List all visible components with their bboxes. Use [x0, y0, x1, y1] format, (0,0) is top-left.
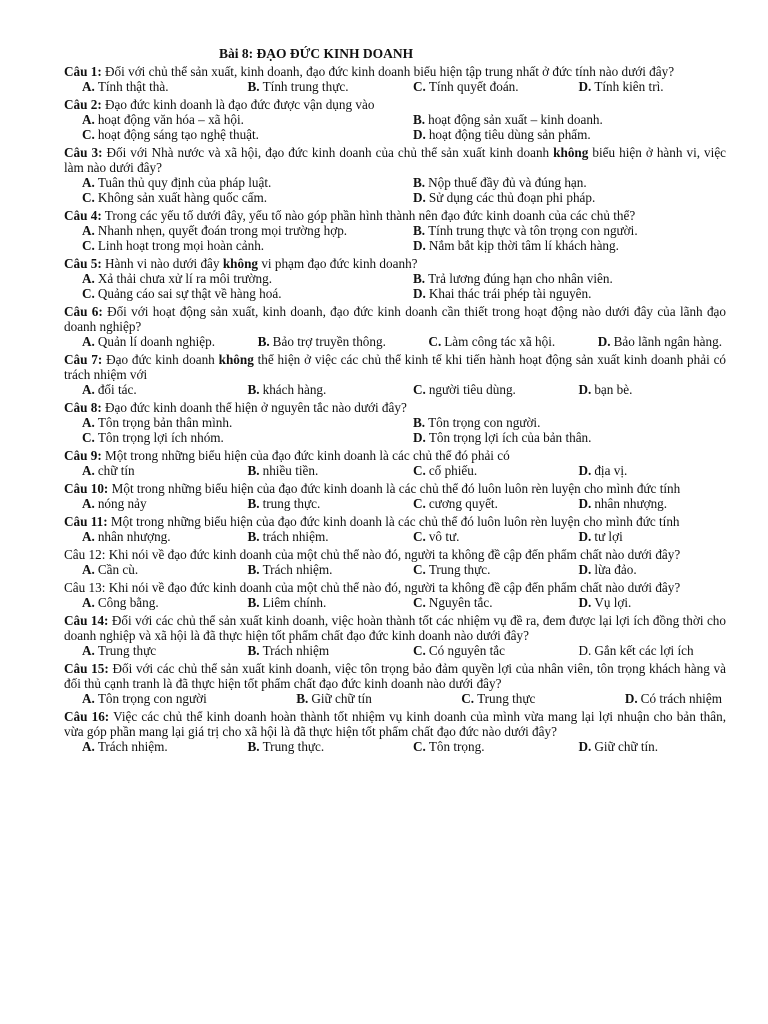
emphasis-keyword: không	[222, 256, 259, 271]
option-letter: A.	[82, 175, 95, 190]
answer-option-a	[64, 415, 395, 430]
option-letter: D.	[578, 562, 592, 577]
answer-option-c	[428, 334, 555, 349]
question-number: Câu 12:	[64, 547, 106, 562]
option-text: chữ tín	[97, 463, 135, 478]
answer-option-d	[561, 382, 727, 397]
answer-option-d	[395, 238, 726, 253]
answer-option-d	[561, 496, 727, 511]
answer-option-c	[395, 739, 561, 754]
question-number: Câu 11:	[64, 514, 108, 529]
answer-option-a	[64, 595, 230, 610]
option-text: hoạt động văn hóa – xã hội.	[97, 112, 244, 127]
option-text: Trung thực.	[428, 562, 491, 577]
question-text: Đối với chủ thể sản xuất, kinh doanh, đạo đức kinh doanh biểu hiện tập trung nhất ở đức tính nào dưới đây?	[105, 64, 675, 79]
option-letter: C.	[461, 691, 475, 706]
option-letter: A.	[82, 415, 95, 430]
option-letter: B.	[247, 562, 260, 577]
question-13	[64, 580, 726, 610]
option-text: Trung thực.	[262, 739, 325, 754]
option-text: Tính trung thực.	[262, 79, 349, 94]
option-text: Nguyên tắc.	[428, 595, 493, 610]
question-3	[64, 145, 726, 205]
option-letter: C.	[82, 127, 95, 142]
question-number: Câu 15:	[64, 661, 109, 676]
option-text: trách nhiệm.	[262, 529, 329, 544]
answer-options	[64, 496, 726, 511]
question-stem	[64, 256, 726, 271]
answer-option-d	[625, 691, 722, 706]
answer-option-c	[395, 562, 561, 577]
answer-option-a	[82, 334, 215, 349]
answer-option-d	[395, 430, 726, 445]
question-stem	[64, 64, 726, 79]
answer-option-b	[395, 415, 726, 430]
question-number: Câu 9:	[64, 448, 102, 463]
question-number: Câu 4:	[64, 208, 102, 223]
option-text: Tôn trọng lợi ích của bản thân.	[428, 430, 592, 445]
option-text: Trách nhiệm.	[97, 739, 168, 754]
question-list	[64, 64, 726, 754]
option-text: Bảo trợ truyền thông.	[272, 334, 386, 349]
answer-option-d	[561, 643, 727, 658]
option-text: Tính quyết đoán.	[428, 79, 519, 94]
option-letter: D.	[413, 127, 426, 142]
option-text: tư lợi	[594, 529, 623, 544]
question-text: Đạo đức kinh doanh là đạo đức được vận dụng vào	[105, 97, 375, 112]
option-text: Trả lương đúng hạn cho nhân viên.	[428, 271, 613, 286]
question-number: Câu 6:	[64, 304, 103, 319]
option-text: Linh hoạt trong mọi hoàn cảnh.	[97, 238, 265, 253]
question-stem	[64, 97, 726, 112]
answer-option-d	[395, 286, 726, 301]
option-letter: A.	[82, 496, 95, 511]
answer-option-a	[64, 529, 230, 544]
question-6	[64, 304, 726, 349]
question-text: Một trong những biểu hiện của đạo đức kinh doanh là các chủ thể đó phải có	[105, 448, 510, 463]
answer-option-d	[561, 562, 727, 577]
option-letter: D.	[578, 79, 592, 94]
question-stem	[64, 208, 726, 223]
question-text: Đối với Nhà nước và xã hội, đạo đức kinh doanh của chủ thể sản xuất kinh doanh	[106, 145, 554, 160]
question-text: Khi nói về đạo đức kinh doanh của một chủ thể nào đó, người ta không đề cập đến phẩm chất nào dưới đây?	[108, 547, 681, 562]
answer-option-d	[561, 739, 727, 754]
option-text: Khai thác trái phép tài nguyên.	[428, 286, 592, 301]
answer-option-a	[64, 112, 395, 127]
question-number: Câu 5:	[64, 256, 102, 271]
option-text: cương quyết.	[428, 496, 498, 511]
answer-option-c	[64, 190, 395, 205]
option-letter: A.	[82, 643, 95, 658]
option-text: Bảo lãnh ngân hàng.	[613, 334, 722, 349]
option-text: Trách nhiệm	[262, 643, 330, 658]
option-text: Có trách nhiệm	[640, 691, 722, 706]
option-text: Trung thực	[97, 643, 157, 658]
answer-option-c	[64, 430, 395, 445]
option-letter: D.	[578, 496, 592, 511]
option-letter: A.	[82, 463, 95, 478]
question-text: Một trong những biểu hiện của đạo đức kinh doanh là các chủ thể đó luôn luôn rèn luyện cho mình đức tính	[110, 514, 680, 529]
answer-option-b	[230, 643, 396, 658]
answer-option-c	[64, 127, 395, 142]
question-1	[64, 64, 726, 94]
option-letter: A.	[82, 562, 95, 577]
answer-option-d	[395, 127, 726, 142]
question-text: Đạo đức kinh doanh thể hiện ở nguyên tắc nào dưới đây?	[105, 400, 407, 415]
option-text: Tôn trọng lợi ích nhóm.	[97, 430, 224, 445]
option-letter: C.	[413, 382, 426, 397]
option-letter: B.	[247, 496, 260, 511]
option-letter: B.	[413, 271, 426, 286]
answer-option-d	[561, 529, 727, 544]
question-7	[64, 352, 726, 397]
option-text: nhân nhượng.	[97, 529, 171, 544]
option-letter: B.	[413, 175, 426, 190]
question-text: biểu hiện ở hành vi, việc làm nào dưới đây?	[64, 145, 727, 175]
option-text: hoạt động sản xuất – kinh doanh.	[428, 112, 603, 127]
answer-option-a	[64, 271, 395, 286]
option-text: lừa đảo.	[594, 562, 637, 577]
answer-option-d	[561, 463, 727, 478]
option-text: Tính kiên trì.	[594, 79, 664, 94]
option-letter: D.	[413, 238, 426, 253]
answer-option-b	[258, 334, 386, 349]
option-text: Không sản xuất hàng quốc cấm.	[97, 190, 268, 205]
question-text: Đối với các chủ thể sản xuất kinh doanh, việc tôn trọng bảo đảm quyền lợi của nhân viên, tôn trọng khách hàng và đối thủ cạnh tranh là đã thực hiện tốt phẩm chất đạo đức kinh doanh nào dưới đây?	[64, 661, 726, 691]
question-4	[64, 208, 726, 253]
option-text: Giữ chữ tín.	[594, 739, 659, 754]
answer-option-b	[230, 382, 396, 397]
answer-options	[64, 595, 726, 610]
document-page	[64, 46, 726, 757]
option-letter: D.	[578, 595, 592, 610]
option-text: trung thực.	[262, 496, 321, 511]
option-text: Nhanh nhẹn, quyết đoán trong mọi trường hợp.	[97, 223, 348, 238]
option-letter: D.	[578, 382, 592, 397]
answer-options	[64, 643, 726, 658]
option-text: Vụ lợi.	[594, 595, 632, 610]
question-stem	[64, 661, 726, 691]
answer-option-a	[64, 79, 230, 94]
option-letter: D.	[578, 739, 592, 754]
answer-option-d	[561, 79, 727, 94]
option-letter: C.	[413, 496, 426, 511]
option-letter: A.	[82, 382, 95, 397]
question-text: Đối với các chủ thể sản xuất kinh doanh, việc hoàn thành tốt các nhiệm vụ đề ra, đem được lại lợi ích đồng thời cho doanh nghiệp và xã hội là đã thực hiện tốt phẩm chất đạo đức kinh doanh nào dưới đây?	[64, 613, 726, 643]
answer-option-b	[230, 463, 396, 478]
option-letter: B.	[413, 112, 426, 127]
option-text: Gắn kết các lợi ích	[594, 643, 694, 658]
option-text: Quảng cáo sai sự thật về hàng hoá.	[97, 286, 282, 301]
option-letter: C.	[82, 190, 95, 205]
answer-options	[64, 529, 726, 544]
question-stem	[64, 400, 726, 415]
question-12	[64, 547, 726, 577]
question-8	[64, 400, 726, 445]
option-text: Có nguyên tắc	[428, 643, 506, 658]
option-letter: D.	[578, 529, 592, 544]
question-stem	[64, 145, 726, 175]
option-letter: A.	[82, 271, 95, 286]
option-letter: D.	[413, 286, 426, 301]
answer-option-b	[230, 739, 396, 754]
answer-option-b	[230, 562, 396, 577]
answer-options	[64, 175, 726, 205]
answer-option-c	[395, 496, 561, 511]
option-letter: D.	[578, 463, 592, 478]
option-text: Tôn trọng con người	[97, 691, 207, 706]
answer-option-d	[561, 595, 727, 610]
option-letter: A.	[82, 691, 95, 706]
answer-option-b	[230, 79, 396, 94]
answer-option-b	[230, 529, 396, 544]
option-letter: B.	[247, 79, 260, 94]
answer-option-c	[64, 238, 395, 253]
question-16	[64, 709, 726, 754]
answer-option-b	[296, 691, 372, 706]
option-text: Giữ chữ tín	[311, 691, 372, 706]
option-letter: C.	[82, 238, 95, 253]
answer-option-a	[64, 382, 230, 397]
option-text: nhiều tiền.	[262, 463, 319, 478]
option-text: bạn bè.	[594, 382, 633, 397]
question-stem	[64, 613, 726, 643]
option-letter: C.	[82, 430, 95, 445]
option-letter: A.	[82, 79, 95, 94]
option-text: Tôn trọng bản thân mình.	[97, 415, 233, 430]
option-text: Tôn trọng con người.	[428, 415, 541, 430]
option-text: hoạt động sáng tạo nghệ thuật.	[97, 127, 259, 142]
option-letter: A.	[82, 334, 95, 349]
option-letter: C.	[413, 529, 426, 544]
answer-option-c	[64, 286, 395, 301]
answer-option-b	[395, 112, 726, 127]
option-letter: C.	[413, 595, 426, 610]
answer-option-a	[64, 496, 230, 511]
option-letter: C.	[82, 286, 95, 301]
question-number: Câu 14:	[64, 613, 109, 628]
answer-options	[64, 463, 726, 478]
option-text: đối tác.	[97, 382, 137, 397]
option-letter: B.	[247, 382, 260, 397]
option-letter: C.	[413, 643, 426, 658]
question-2	[64, 97, 726, 142]
answer-options	[64, 691, 726, 706]
answer-options	[64, 223, 726, 253]
option-text: hoạt động tiêu dùng sản phẩm.	[428, 127, 591, 142]
option-letter: B.	[247, 739, 260, 754]
option-text: Tôn trọng.	[428, 739, 485, 754]
answer-options	[64, 415, 726, 445]
option-letter: C.	[413, 79, 426, 94]
question-stem	[64, 304, 726, 334]
option-letter: C.	[413, 739, 426, 754]
answer-option-a	[64, 562, 230, 577]
answer-option-b	[395, 175, 726, 190]
option-text: cổ phiếu.	[428, 463, 478, 478]
option-text: khách hàng.	[262, 382, 327, 397]
question-text: thể hiện ở việc các chủ thể kinh tế khi tiến hành hoạt động sản xuất kinh doanh phải có trách nhiệm với	[64, 352, 727, 382]
question-15	[64, 661, 726, 706]
question-11	[64, 514, 726, 544]
option-letter: B.	[257, 334, 270, 349]
question-number: Câu 10:	[64, 481, 109, 496]
option-letter: B.	[247, 463, 260, 478]
answer-options	[64, 382, 726, 397]
answer-option-a	[64, 463, 230, 478]
option-text: Tuân thủ quy định của pháp luật.	[97, 175, 272, 190]
answer-option-c	[395, 643, 561, 658]
answer-option-d	[395, 190, 726, 205]
answer-option-b	[230, 595, 396, 610]
answer-option-a	[64, 175, 395, 190]
option-letter: A.	[82, 595, 95, 610]
option-text: Làm công tác xã hội.	[444, 334, 556, 349]
answer-option-b	[395, 223, 726, 238]
answer-option-c	[395, 595, 561, 610]
option-text: Quản lí doanh nghiệp.	[97, 334, 216, 349]
question-9	[64, 448, 726, 478]
answer-options	[64, 334, 726, 349]
option-letter: D.	[578, 643, 592, 658]
question-stem	[64, 709, 726, 739]
option-letter: B.	[247, 529, 260, 544]
question-number: Câu 13:	[64, 580, 106, 595]
question-5	[64, 256, 726, 301]
document-title: Bài 8: ĐẠO ĐỨC KINH DOANH	[219, 46, 414, 61]
question-stem	[64, 514, 726, 529]
question-stem	[64, 547, 726, 562]
question-10	[64, 481, 726, 511]
answer-option-a	[64, 643, 230, 658]
option-text: người tiêu dùng.	[428, 382, 516, 397]
option-text: Sử dụng các thủ đoạn phi pháp.	[428, 190, 596, 205]
option-letter: D.	[413, 430, 426, 445]
option-letter: B.	[247, 595, 260, 610]
answer-option-a	[64, 739, 230, 754]
option-text: Cần cù.	[97, 562, 139, 577]
question-text: Việc các chủ thể kinh doanh hoàn thành tốt nhiệm vụ kinh doanh của mình vừa mang lại lợi nhuận cho bản thân, vừa góp phần mang lại giá trị cho xã hội là đã thực hiện tốt phẩm chất đạo đức nào dưới đây?	[64, 709, 727, 739]
option-letter: A.	[82, 223, 95, 238]
option-text: Nắm bắt kịp thời tâm lí khách hàng.	[428, 238, 619, 253]
question-text: vi phạm đạo đức kinh doanh?	[258, 256, 418, 271]
emphasis-keyword: không	[553, 145, 589, 160]
answer-option-b	[230, 496, 396, 511]
question-number: Câu 1:	[64, 64, 102, 79]
question-text: Đối với hoạt động sản xuất, kinh doanh, đạo đức kinh doanh cần thiết trong hoạt động nào dưới đây của lãnh đạo doanh nghiệp?	[64, 304, 726, 334]
option-letter: A.	[82, 529, 95, 544]
answer-option-b	[395, 271, 726, 286]
option-text: Trung thực	[477, 691, 536, 706]
answer-options	[64, 739, 726, 754]
question-number: Câu 16:	[64, 709, 110, 724]
option-text: vô tư.	[428, 529, 460, 544]
answer-options	[64, 562, 726, 577]
option-text: Tính thật thà.	[97, 79, 169, 94]
answer-options	[64, 79, 726, 94]
option-letter: C.	[413, 463, 426, 478]
option-text: nhân nhượng.	[594, 496, 668, 511]
question-14	[64, 613, 726, 658]
option-text: Tính trung thực và tôn trọng con người.	[428, 223, 638, 238]
option-text: nóng nảy	[97, 496, 147, 511]
answer-option-c	[395, 529, 561, 544]
answer-option-c	[395, 463, 561, 478]
question-number: Câu 7:	[64, 352, 103, 367]
option-letter: C.	[413, 562, 426, 577]
option-letter: A.	[82, 739, 95, 754]
question-text: Đạo đức kinh doanh	[106, 352, 219, 367]
option-text: địa vị.	[594, 463, 628, 478]
option-letter: C.	[428, 334, 442, 349]
option-letter: B.	[247, 643, 260, 658]
option-text: Liêm chính.	[262, 595, 327, 610]
question-stem	[64, 580, 726, 595]
answer-options	[64, 271, 726, 301]
answer-option-c	[395, 382, 561, 397]
answer-option-d	[598, 334, 722, 349]
answer-option-c	[461, 691, 535, 706]
option-text: Xả thải chưa xử lí ra môi trường.	[97, 271, 272, 286]
option-letter: D.	[597, 334, 611, 349]
question-stem	[64, 448, 726, 463]
question-number: Câu 8:	[64, 400, 102, 415]
question-stem	[64, 481, 726, 496]
question-stem	[64, 352, 726, 382]
question-text: Trong các yếu tố dưới đây, yếu tố nào góp phần hình thành nên đạo đức kinh doanh của các chủ thể?	[104, 208, 636, 223]
option-letter: A.	[82, 112, 95, 127]
question-text: Hành vi nào dưới đây	[105, 256, 223, 271]
option-letter: D.	[624, 691, 638, 706]
option-text: Trách nhiệm.	[262, 562, 333, 577]
option-text: Nộp thuế đầy đủ và đúng hạn.	[428, 175, 587, 190]
question-text: Một trong những biểu hiện của đạo đức kinh doanh là các chủ thể đó luôn luôn rèn luyện cho mình đức tính	[111, 481, 681, 496]
option-letter: B.	[413, 415, 426, 430]
question-number: Câu 2:	[64, 97, 102, 112]
question-number: Câu 3:	[64, 145, 103, 160]
answer-option-a	[82, 691, 207, 706]
emphasis-keyword: không	[218, 352, 254, 367]
answer-option-a	[64, 223, 395, 238]
option-letter: B.	[296, 691, 309, 706]
option-text: Công bằng.	[97, 595, 159, 610]
answer-option-c	[395, 79, 561, 94]
option-letter: B.	[413, 223, 426, 238]
option-letter: D.	[413, 190, 426, 205]
answer-options	[64, 112, 726, 142]
question-text: Khi nói về đạo đức kinh doanh của một chủ thể nào đó, người ta không đề cập đến phẩm chất nào dưới đây?	[108, 580, 681, 595]
